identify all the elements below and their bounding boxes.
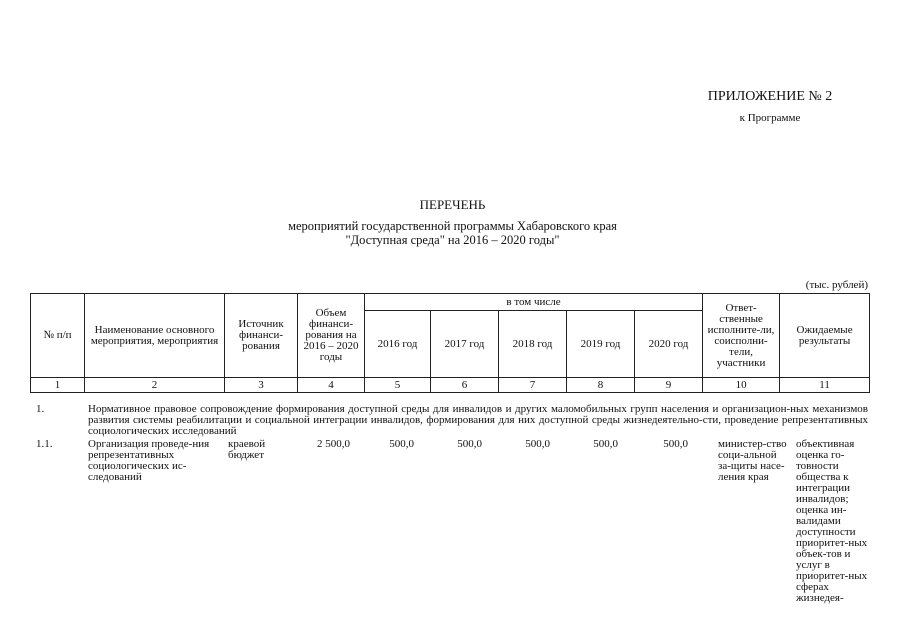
row-year-2016: 500,0 bbox=[389, 438, 414, 450]
document-heading bbox=[180, 198, 725, 248]
document-subtitle-line2: "Доступная среда" на 2016 – 2020 годы" bbox=[345, 233, 560, 248]
column-number: 7 bbox=[499, 378, 567, 393]
column-number: 1 bbox=[31, 378, 85, 393]
header-year-2018: 2018 год bbox=[499, 311, 567, 378]
row-year-2017: 500,0 bbox=[457, 438, 482, 450]
appendix-block bbox=[690, 88, 850, 126]
header-source: Источник финанси-рования bbox=[225, 294, 298, 378]
header-year-2019: 2019 год bbox=[567, 311, 635, 378]
column-number: 6 bbox=[431, 378, 499, 393]
row-year-2020: 500,0 bbox=[663, 438, 688, 450]
header-table bbox=[30, 293, 870, 393]
row-volume: 2 500,0 bbox=[317, 438, 350, 450]
row-year-2018: 500,0 bbox=[525, 438, 550, 450]
header-num: № п/п bbox=[31, 294, 85, 378]
column-number: 8 bbox=[567, 378, 635, 393]
row-source: краевой бюджет bbox=[228, 438, 266, 461]
document-subtitle-line1: мероприятий государственной программы Хабаровского края bbox=[288, 218, 617, 233]
row-name: Организация проведе-ния репрезентативных социологических ис-следований bbox=[88, 438, 210, 483]
header-year-2016: 2016 год bbox=[365, 311, 431, 378]
header-year-2020: 2020 год bbox=[635, 311, 703, 378]
row-results: объективная оценка го-товности общества к интеграции инвалидов; оценка ин-валидами доступности приоритет-ных объек-тов и услуг в приоритет-ных сферах жизнедея- bbox=[796, 438, 868, 604]
column-number: 9 bbox=[635, 378, 703, 393]
header-volume: Объем финанси-рования на 2016 – 2020 годы bbox=[298, 294, 365, 378]
section-row bbox=[30, 401, 869, 437]
table-row bbox=[30, 437, 869, 637]
row-responsible: министер-ство соци-альной за-щиты насе-ления края bbox=[718, 438, 787, 483]
row-number: 1.1. bbox=[36, 438, 53, 450]
units-note: (тыс. рублей) bbox=[805, 279, 868, 291]
header-name: Наименование основного мероприятия, мероприятия bbox=[85, 294, 225, 378]
document-title: ПЕРЕЧЕНЬ bbox=[419, 197, 486, 212]
header-responsible: Ответ-ственные исполните-ли, соисполни-тели, участники bbox=[703, 294, 780, 378]
header-results: Ожидаемые результаты bbox=[780, 294, 870, 378]
section-text: Нормативное правовое сопровождение формирования доступной среды для инвалидов и других маломобильных групп населения и организацион-ных механизмов развития системы реабилитации и социальной интеграции инвалидов, формирования для них доступной среды жизнедеятельно-сти, проведение репрезентативных социологических исследований bbox=[88, 403, 868, 437]
section-number: 1. bbox=[36, 403, 45, 415]
column-number: 3 bbox=[225, 378, 298, 393]
column-number: 10 bbox=[703, 378, 780, 393]
table-body bbox=[30, 401, 869, 637]
appendix-subtitle: к Программе bbox=[739, 111, 801, 124]
header-including: в том числе bbox=[365, 294, 703, 311]
column-number: 5 bbox=[365, 378, 431, 393]
column-number: 11 bbox=[780, 378, 870, 393]
appendix-title: ПРИЛОЖЕНИЕ № 2 bbox=[707, 89, 833, 104]
column-number: 4 bbox=[298, 378, 365, 393]
column-number: 2 bbox=[85, 378, 225, 393]
row-year-2019: 500,0 bbox=[593, 438, 618, 450]
header-year-2017: 2017 год bbox=[431, 311, 499, 378]
